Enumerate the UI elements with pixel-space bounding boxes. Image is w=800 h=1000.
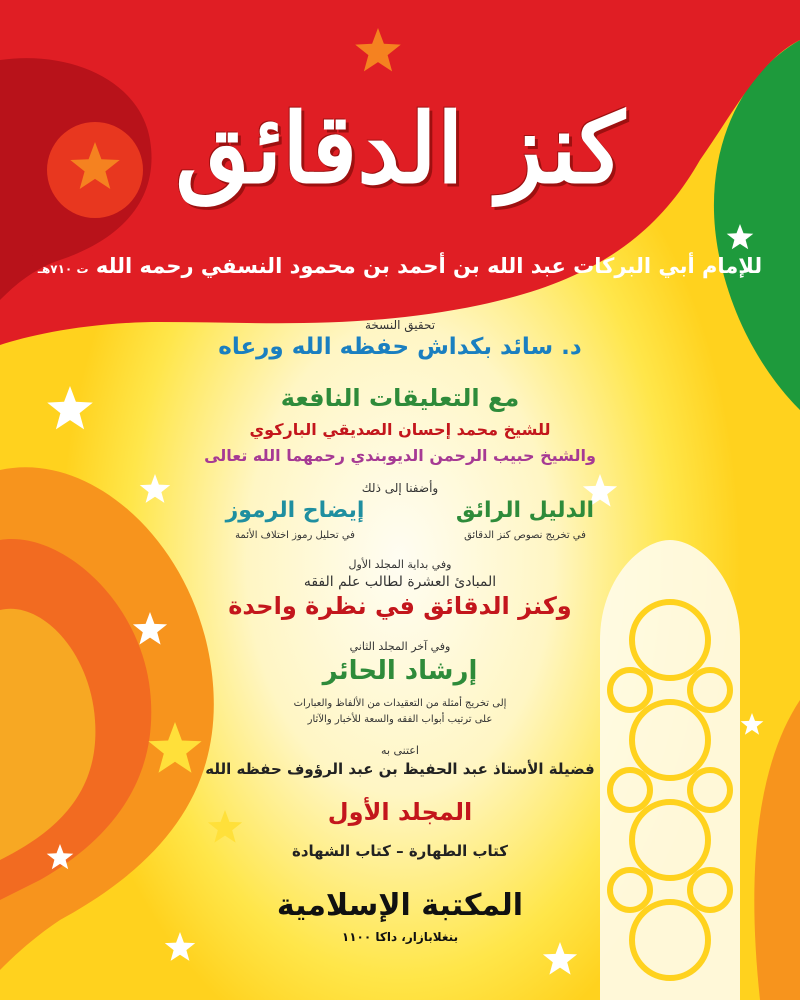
books-line: كتاب الطهارة – كتاب الشهادة: [291, 842, 509, 860]
editing-label: تحقيق النسخة: [364, 318, 436, 332]
editor-name: د. سائد بكداش حفظه الله ورعاه: [218, 334, 582, 360]
death-year: ت ٧١٠هـ: [37, 262, 89, 276]
notes-author-2: والشيخ حبيب الرحمن الديوبندي رحمهما الله تعالى: [204, 446, 596, 465]
glance-line: وكنز الدقائق في نظرة واحدة: [228, 592, 572, 620]
with-notes-heading: مع التعليقات النافعة: [280, 384, 520, 412]
star-icon: [355, 28, 401, 71]
added-right-sub: في تخريج نصوص كنز الدقائق: [464, 530, 586, 541]
irshad-desc-2: على ترتيب أبواب الفقه والسعة للأخبار والآثار: [307, 714, 493, 725]
irshad-title: إرشاد الحائر: [322, 656, 478, 686]
vol2-end-label: وفي آخر المجلد الثاني: [349, 640, 451, 653]
added-label: وأضفنا إلى ذلك: [361, 481, 439, 495]
star-icon: [27, 231, 54, 256]
vol1-start-label: وفي بداية المجلد الأول: [348, 558, 452, 571]
star-icon: [727, 224, 754, 249]
mabadi-line: المبادئ العشرة لطالب علم الفقه: [303, 574, 497, 590]
added-right-title: الدليل الرائق: [455, 498, 595, 523]
notes-author-1: للشيخ محمد إحسان الصديقي الباركوي: [249, 420, 551, 439]
publisher-name: المكتبة الإسلامية: [276, 888, 524, 923]
cared-by: فضيلة الأستاذ عبد الحفيظ بن عبد الرؤوف حفظه الله: [205, 760, 595, 778]
star-icon: [543, 942, 577, 975]
author-line: [0, 254, 800, 278]
cared-label: اعتنى به: [381, 744, 419, 757]
added-left-title: إيضاح الرموز: [225, 498, 365, 523]
book-title: كنز الدقائق: [175, 92, 625, 205]
author-name: للإمام أبي البركات عبد الله بن أحمد بن محمود النسفي رحمه الله: [95, 254, 763, 278]
irshad-desc-1: إلى تخريج أمثلة من التعقيدات من الألفاظ والعبارات: [293, 698, 507, 709]
publisher-address: بنغلابازار، داكا ١١٠٠: [341, 930, 459, 944]
volume-label: المجلد الأول: [327, 798, 473, 826]
added-left-sub: في تحليل رموز اختلاف الأئمة: [235, 530, 355, 541]
